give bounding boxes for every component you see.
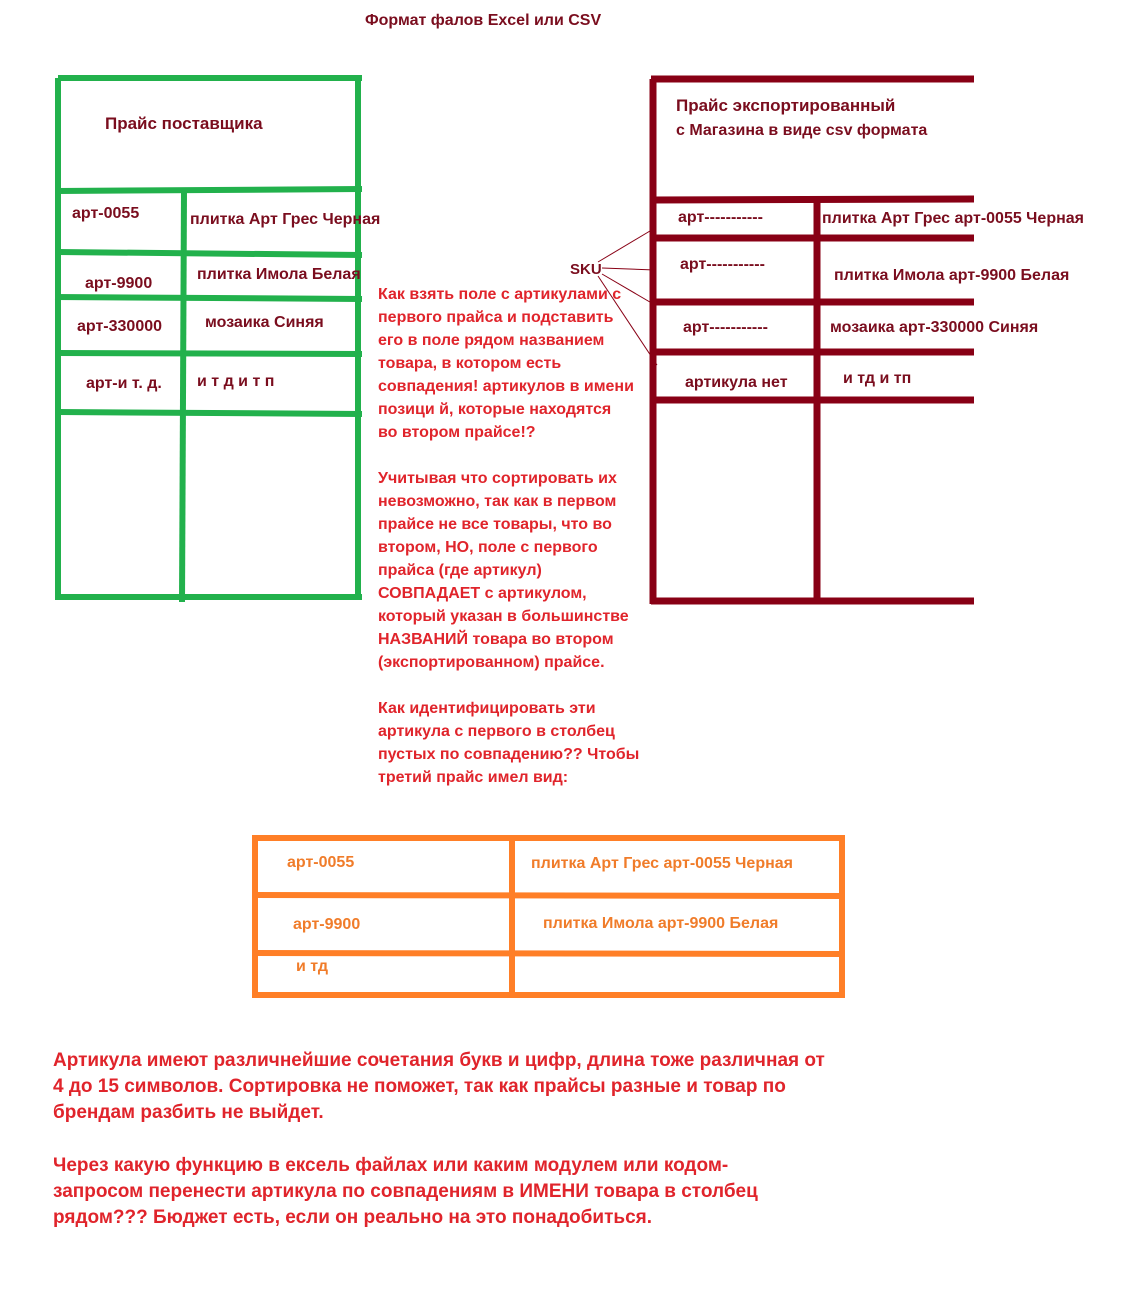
supplier-name-cell: и т д и т п	[197, 373, 275, 390]
result-art-cell: арт-0055	[287, 854, 355, 871]
store-art-cell: артикула нет	[685, 374, 788, 391]
store-name-cell: плитка Имола арт-9900 Белая	[834, 267, 1070, 284]
supplier-art-cell: арт-330000	[77, 318, 163, 335]
store-table-title-line2: с Магазина в виде csv формата	[676, 122, 928, 139]
store-name-cell: и тд и тп	[843, 370, 912, 387]
result-art-cell: арт-9900	[293, 916, 361, 933]
result-art-cell: и тд	[296, 958, 329, 975]
sku-label: SKU	[570, 261, 602, 278]
store-name-cell: мозаика арт-330000 Синяя	[830, 319, 1039, 336]
bottom-note-2: Через какую функцию в ексель файлах или каким модулем или кодом- запросом перенести артикула по совпадениям в ИМЕНИ товара в столбец рядом??? Бюджет есть, если он реально на это понадобиться.	[53, 1155, 758, 1228]
supplier-name-cell: мозаика Синяя	[205, 314, 324, 331]
supplier-table-frame	[55, 78, 362, 602]
store-art-cell: арт-----------	[678, 209, 763, 226]
store-art-cell: арт-----------	[680, 256, 765, 273]
supplier-name-cell: плитка Арт Грес Черная	[190, 211, 381, 228]
result-name-cell: плитка Имола арт-9900 Белая	[543, 915, 779, 932]
result-name-cell: плитка Арт Грес арт-0055 Черная	[531, 855, 793, 872]
store-table-title-line1: Прайс экспортированный	[676, 96, 896, 115]
supplier-art-cell: арт-и т. д.	[86, 375, 162, 392]
supplier-table-title: Прайс поставщика	[105, 114, 263, 133]
supplier-name-cell: плитка Имола Белая	[197, 266, 361, 283]
store-art-cell: арт-----------	[683, 319, 768, 336]
store-name-cell: плитка Арт Грес арт-0055 Черная	[822, 210, 1084, 227]
store-table-frame	[651, 79, 974, 604]
supplier-art-cell: арт-0055	[72, 205, 140, 222]
page-title: Формат фалов Excel или CSV	[365, 12, 602, 29]
supplier-art-cell: арт-9900	[85, 275, 153, 292]
bottom-note-1: Артикула имеют различнейшие сочетания букв и цифр, длина тоже различная от 4 до 15 символов. Сортировка не поможет, так как прайсы разные и товар по брендам разбить не выйдет.	[53, 1050, 825, 1123]
question-text: Как взять поле с артикулами с первого прайса и подставить его в поле рядом названием товара, в котором есть совпадения! артикулов в имени позици й, которые находятся во втором прайсе!? Учитывая что сортировать их невозможно, так как в первом прайсе не все товары, что во втором, НО, поле с первого прайса (где артикул) СОВПАДАЕТ с артикулом, который указан в большинстве НАЗВАНИЙ товара во втором (экспортированном) прайсе. Как идентифицировать эти артикула с первого в столбец пустых по совпадению?? Чтобы третий прайс имел вид:	[378, 286, 640, 786]
